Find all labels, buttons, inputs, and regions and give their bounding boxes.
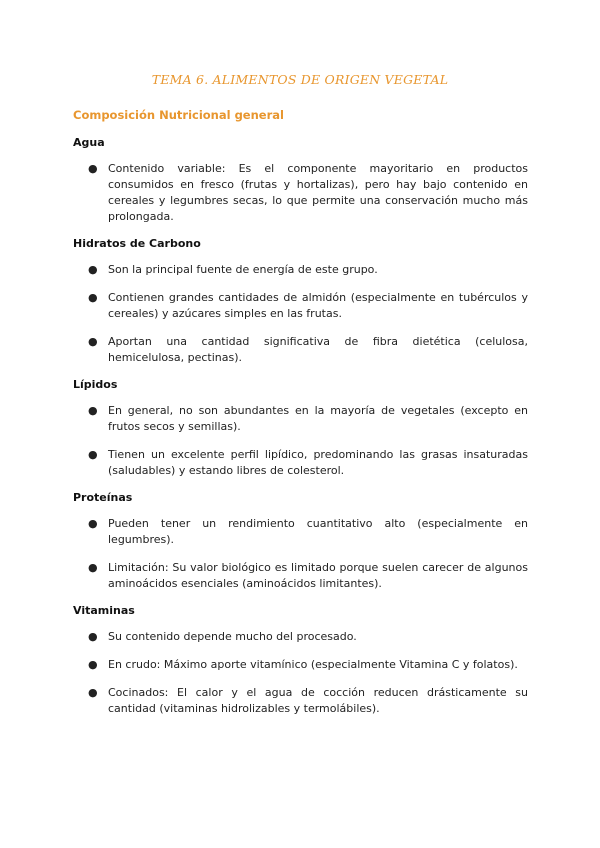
- section-heading: Agua: [73, 136, 105, 149]
- list-item-text: Son la principal fuente de energía de este grupo.: [108, 263, 378, 276]
- bullet-list: [73, 629, 528, 717]
- list-item-text: En general, no son abundantes en la mayoría de vegetales (excepto en frutos secos y semillas).: [108, 404, 528, 433]
- list-item: [73, 403, 528, 435]
- bullet-icon: ●: [88, 517, 98, 530]
- list-item-text: Contienen grandes cantidades de almidón (especialmente en tubérculos y cereales) y azúcares simples en las frutas.: [108, 291, 528, 320]
- bullet-icon: ●: [88, 561, 98, 574]
- list-item-text: Cocinados: El calor y el agua de cocción reducen drásticamente su cantidad (vitaminas hidrolizables y termolábiles).: [108, 686, 528, 715]
- section-proteinas: [73, 491, 528, 592]
- bullet-list: [73, 262, 528, 366]
- list-item: [73, 290, 528, 322]
- list-item-text: Tienen un excelente perfil lipídico, predominando las grasas insaturadas (saludables) y estando libres de colesterol.: [108, 448, 528, 477]
- bullet-list: [73, 516, 528, 592]
- bullet-icon: ●: [88, 335, 98, 348]
- bullet-list: [73, 403, 528, 479]
- list-item-text: En crudo: Máximo aporte vitamínico (especialmente Vitamina C y folatos).: [108, 658, 518, 671]
- bullet-icon: ●: [88, 630, 98, 643]
- list-item: [73, 161, 528, 225]
- list-item: [73, 262, 528, 278]
- bullet-icon: ●: [88, 404, 98, 417]
- list-item: [73, 447, 528, 479]
- section-heading: Hidratos de Carbono: [73, 237, 201, 250]
- section-heading: Lípidos: [73, 378, 118, 391]
- section-subtitle: Composición Nutricional general: [73, 108, 284, 122]
- list-item: [73, 629, 528, 645]
- section-heading: Vitaminas: [73, 604, 135, 617]
- list-item: [73, 334, 528, 366]
- list-item-text: Pueden tener un rendimiento cuantitativo alto (especialmente en legumbres).: [108, 517, 528, 546]
- document-content: [73, 136, 528, 729]
- list-item-text: Su contenido depende mucho del procesado.: [108, 630, 357, 643]
- bullet-icon: ●: [88, 686, 98, 699]
- list-item: [73, 685, 528, 717]
- section-heading: Proteínas: [73, 491, 133, 504]
- section-agua: [73, 136, 528, 225]
- bullet-list: [73, 161, 528, 225]
- list-item-text: Limitación: Su valor biológico es limitado porque suelen carecer de algunos aminoácidos esenciales (aminoácidos limitantes).: [108, 561, 528, 590]
- document-title: TEMA 6. ALIMENTOS DE ORIGEN VEGETAL: [151, 72, 449, 87]
- bullet-icon: ●: [88, 448, 98, 461]
- list-item: [73, 516, 528, 548]
- section-lipidos: [73, 378, 528, 479]
- bullet-icon: ●: [88, 658, 98, 671]
- bullet-icon: ●: [88, 162, 98, 175]
- list-item: [73, 560, 528, 592]
- list-item-text: Contenido variable: Es el componente mayoritario en productos consumidos en fresco (frutas y hortalizas), pero hay bajo contenido en cereales y legumbres secas, lo que permite una conservación mucho más prolongada.: [108, 162, 528, 223]
- section-vitaminas: [73, 604, 528, 717]
- list-item-text: Aportan una cantidad significativa de fibra dietética (celulosa, hemicelulosa, pectinas).: [108, 335, 528, 364]
- bullet-icon: ●: [88, 263, 98, 276]
- bullet-icon: ●: [88, 291, 98, 304]
- section-hidratos: [73, 237, 528, 366]
- list-item: [73, 657, 528, 673]
